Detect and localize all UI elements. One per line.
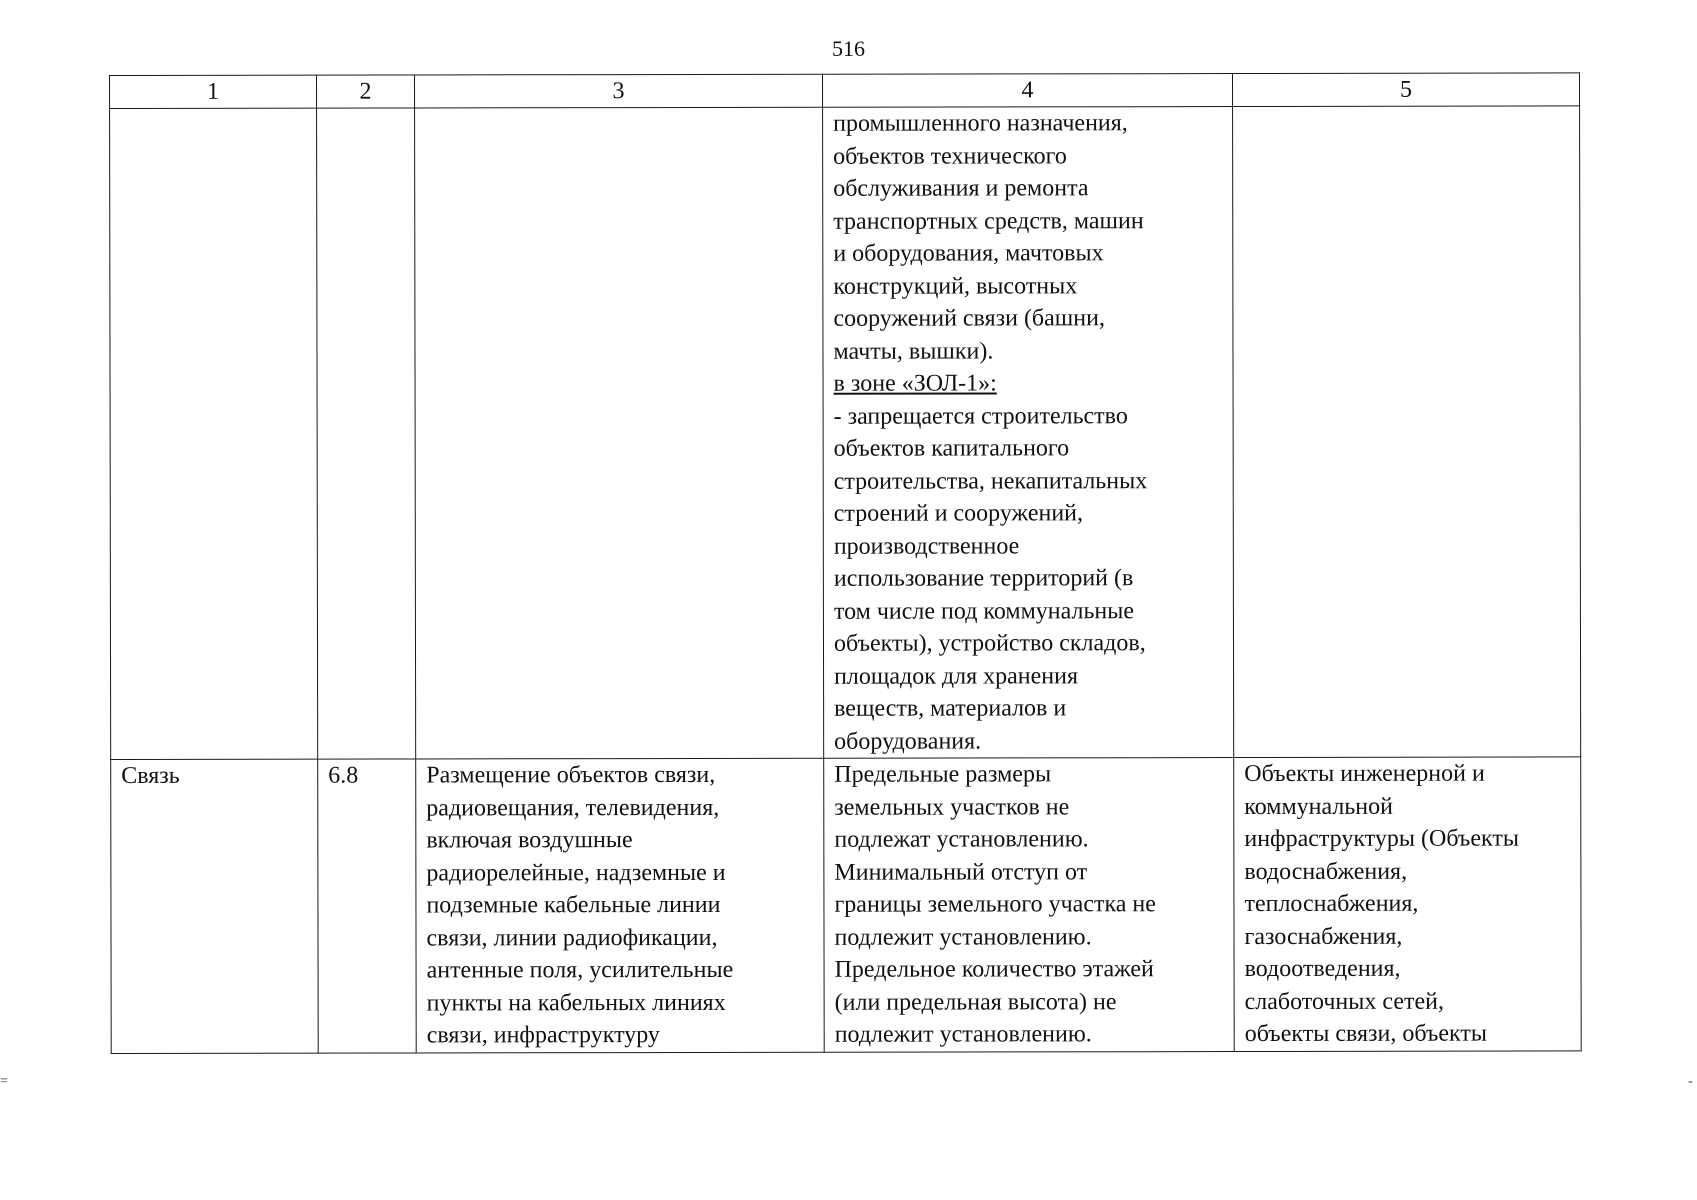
right-margin-mark: -	[1688, 1074, 1693, 1089]
cell-empty-col2	[317, 108, 416, 759]
zone-heading: в зоне «ЗОЛ-1»:	[833, 370, 997, 397]
table-row-svyaz	[111, 757, 1582, 1053]
table-row-continued	[110, 106, 1581, 760]
cell-empty-col3	[415, 107, 824, 759]
cell-use-type-name: Связь	[111, 759, 319, 1053]
table-header-row	[110, 73, 1580, 109]
cell-restrictions-continued	[823, 107, 1234, 759]
column-header-3: 3	[415, 74, 823, 108]
cell-empty-col5	[1233, 106, 1581, 758]
cell-use-description: Размещение объектов связи, радиовещания, телевидения, включая воздушные радиорелейные, надземные и подземные кабельные линии связи, линии радиофикации, антенные поля, усилительные пункты на кабельных линиях связи, инфраструктуру	[416, 758, 825, 1052]
left-margin-mark: =	[0, 1074, 8, 1089]
column-header-4: 4	[822, 74, 1232, 108]
zone-restrictions-text: - запрещается строительство объектов капитального строительства, некапитальных строений и сооружений, производственное использование территорий (в том числе под коммунальные объекты), устройство складов, площадок для хранения веществ, материалов и оборудования.	[833, 402, 1148, 755]
page-number: 516	[832, 36, 865, 61]
cell-parameters: Предельные размеры земельных участков не подлежат установлению. Минимальный отступ от границы земельного участка не подлежит установлению. Предельное количество этажей (или предельная высота) не подлежит установлению.	[824, 758, 1235, 1052]
regulations-table	[109, 72, 1582, 1053]
cell-auxiliary-uses: Объекты инженерной и коммунальной инфраструктуры (Объекты водоснабжения, теплоснабжения, газоснабжения, водоотведения, слаботочных сетей, объекты связи, объекты	[1234, 757, 1582, 1051]
restrictions-intro-text: промышленного назначения, объектов технического обслуживания и ремонта транспортных средств, машин и оборудования, мачтовых конструкций, высотных сооружений связи (башни, мачты, вышки).	[833, 110, 1144, 365]
cell-use-type-code: 6.8	[318, 759, 417, 1053]
column-header-1: 1	[110, 75, 317, 108]
column-header-2: 2	[317, 75, 415, 108]
column-header-5: 5	[1232, 73, 1579, 107]
cell-empty-col1	[110, 108, 318, 759]
